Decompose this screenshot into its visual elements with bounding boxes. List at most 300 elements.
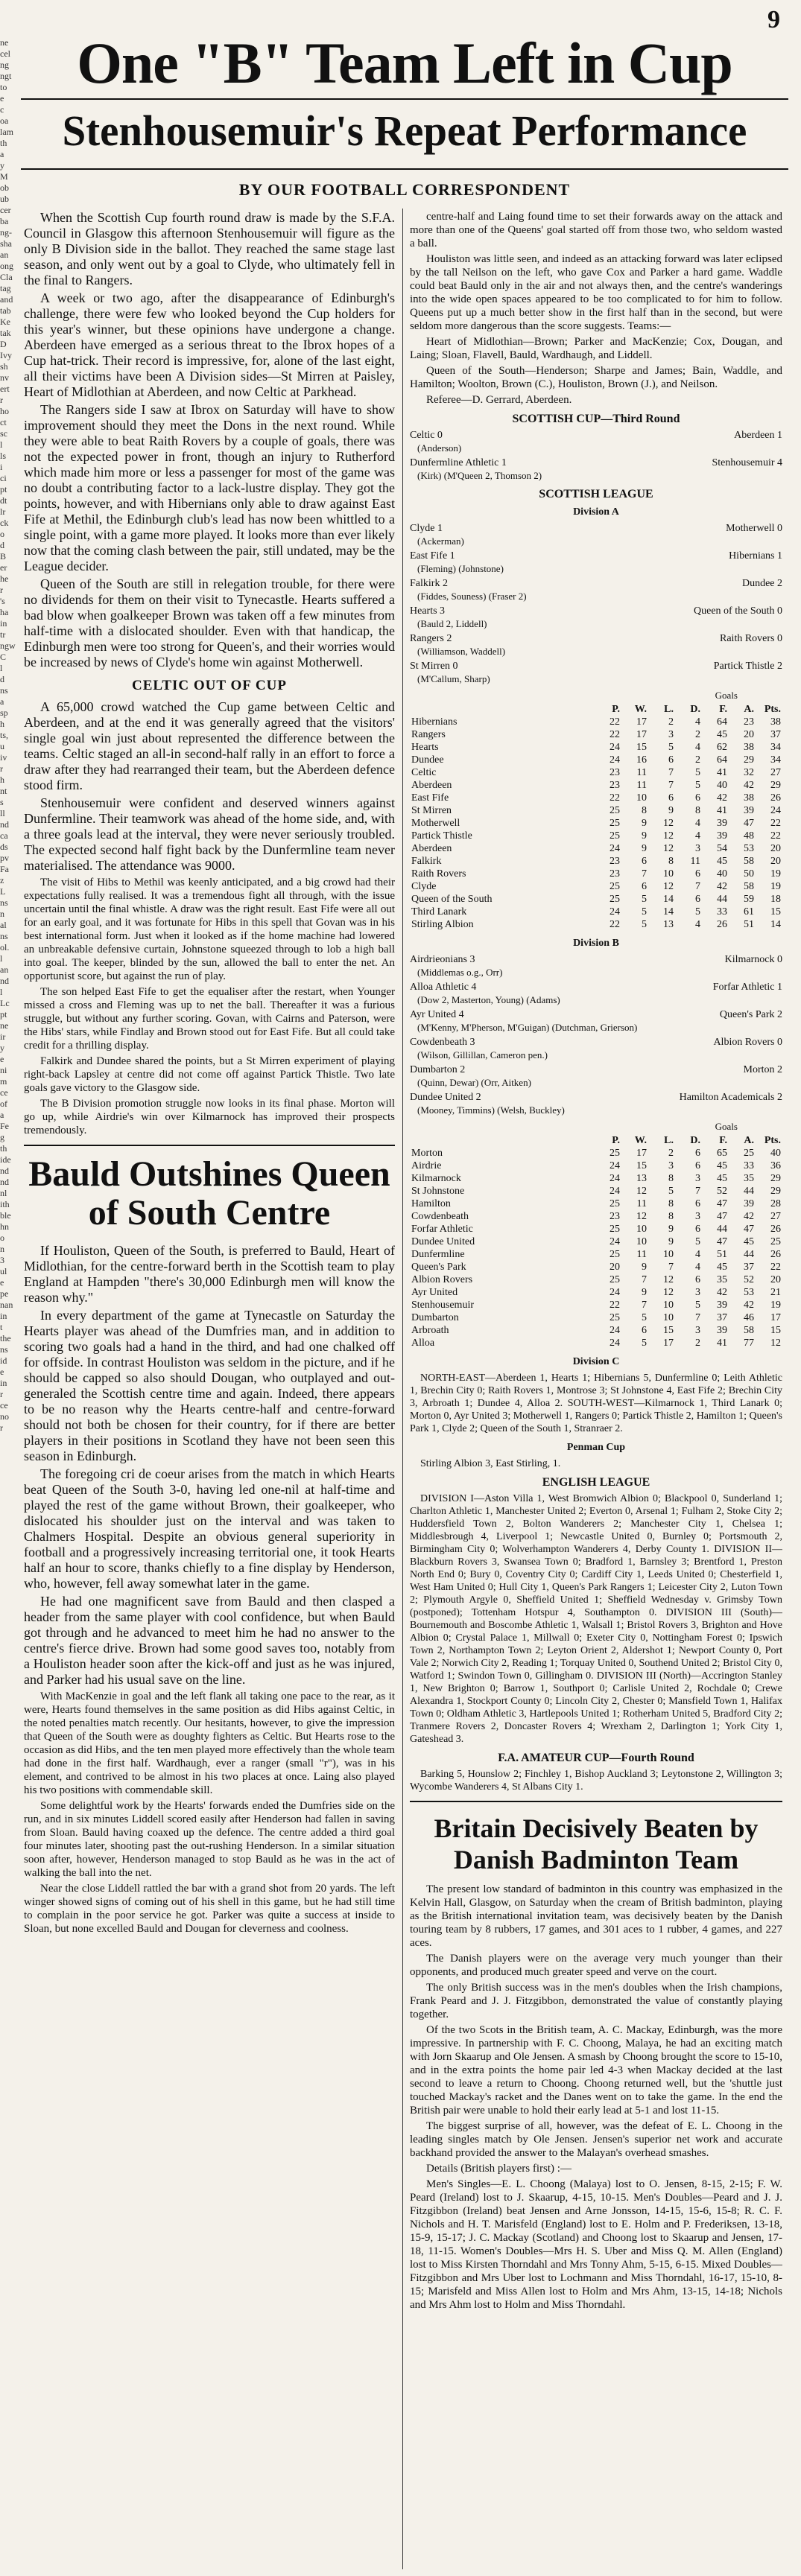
away-team: Stenhousemuir 4: [712, 457, 782, 468]
edge-fragment: dt: [0, 495, 7, 506]
subheadline-rule: [21, 168, 788, 170]
stat-cell: 10: [663, 1312, 674, 1323]
small-paragraph: The only British success was in the men's doubles when the Irish champions, Frank Peard and J. J. Fitzgibbon, demonstrated the value of constantly playing together.: [410, 1982, 782, 2020]
team-name: Alloa: [411, 1338, 435, 1349]
edge-fragment: nan: [0, 1300, 13, 1310]
stat-cell: 6: [668, 792, 674, 804]
team-name: Dundee: [411, 754, 444, 766]
stat-cell: 51: [744, 919, 754, 930]
goals-label: Goals: [715, 690, 738, 701]
column-header: W.: [634, 704, 647, 715]
stat-cell: 10: [663, 868, 674, 880]
table-row: [410, 1324, 782, 1337]
small-paragraph: Houliston was little seen, and indeed as an attacking forward was later eclipsed by the tall Neilson on the left, who gave Cox and Parker a hard game. Waddle could beat Bauld only in the air and not always then, and the centre's wanderings into the wide open spaces appeared to be too complicated to for him to follow. Queens put up a much better show in the first half than in the second, but were seldom more dangerous than the score suggests. Teams:—: [410, 253, 782, 332]
stat-cell: 39: [744, 1198, 754, 1209]
stat-cell: 3: [695, 843, 700, 854]
stat-cell: 3: [668, 729, 674, 740]
edge-fragment: sp: [0, 707, 8, 718]
edge-fragment: Cla: [0, 272, 13, 282]
edge-fragment: ir: [0, 1031, 6, 1042]
table-row: [410, 1198, 782, 1210]
stat-cell: 10: [663, 1249, 674, 1260]
team-name: Airdrie: [411, 1160, 442, 1171]
column-header: L.: [664, 1135, 674, 1146]
stat-cell: 9: [642, 1262, 647, 1273]
team-name: St Mirren: [411, 805, 452, 816]
table-row: [410, 754, 782, 766]
stat-cell: 34: [770, 742, 781, 753]
stat-cell: 5: [695, 767, 700, 778]
stat-cell: 45: [717, 1160, 727, 1171]
table-row: [410, 842, 782, 855]
stat-cell: 22: [610, 716, 620, 728]
edge-fragment: in: [0, 618, 7, 629]
small-paragraph: The Danish players were on the average very much younger than their opponents, and produced much greater speed and verve on the court.: [410, 1953, 782, 1978]
division-b-results: [410, 953, 782, 1116]
match-result: [410, 981, 782, 1006]
stat-cell: 25: [770, 1236, 781, 1247]
division-b-table: [410, 1134, 782, 1349]
continuation-paragraphs: [410, 210, 782, 407]
table-row: [410, 741, 782, 754]
english-league-results: DIVISION I—Aston Villa 1, West Bromwich Albion 0; Blackpool 0, Sunderland 1; Charlton Athletic 1, Manchester United 2; Everton 0, Arsenal 1; Fulham 2, Stoke City 2; Huddersfield Town 2, Bolton Wanderers 2; Manchester City 1, Chelsea 1; Middlesbrough 4, Liverpool 1; Newcastle United 0, Burnley 0; Portsmouth 2, Birmingham City 0; Wolverhampton Wanderers 4, Derby County 1. DIVISION II—Blackburn Rovers 3, Swansea Town 0; Bradford 1, Barnsley 3; Brentford 1, Preston North End 0; Bury 0, Coventry City 0; Cardiff City 1, Leeds United 0; Chesterfield 1, West Ham United 0; Hull City 1, Queen's Park Rangers 1; Leicester City 2, Luton Town 2; Plymouth Argyle 0, Sheffield United 1; Sheffield Wednesday v. Grimsby Town (postponed); Tottenham Hotspur 4, Southampton 0. DIVISION III (South)—Bournemouth and Boscombe Athletic 1, Walsall 1; Bristol Rovers 3, Brighton and Hove Albion 0; Crystal Palace 1, Millwall 0; Exeter City 0, Nottingham Forest 0; Ipswich Town 2, Northampton Town 2; Leyton Orient 2, Aldershot 1; Newport County 0, Port Vale 2; Norwich City 2, Reading 1; Torquay United 0, Southend United 2; Bristol City 0, Watford 1; Swindon Town 0, Gillingham 0. DIVISION III (North)—Accrington Stanley 1, New Brighton 0; Barrow 1, Southport 0; Carlisle United 2, Rochdale 0; Crewe Alexandra 1, Stockport County 0; Lincoln City 2, Chester 0; Mansfield Town 1, Halifax Town 0; Oldham Athletic 3, Hartlepools United 1; Rotherham United 5, Bradford City 2; Tranmere Rovers 2, Doncaster Rovers 4; Wrexham 2, Darlington 1; York City 1, Gateshead 3.: [410, 1493, 782, 1745]
stat-cell: 26: [770, 1249, 781, 1260]
stat-cell: 22: [770, 818, 781, 829]
table-row: [410, 1223, 782, 1235]
stat-cell: 54: [717, 843, 727, 854]
column-header: P.: [612, 1135, 620, 1146]
table-row: [410, 716, 782, 728]
stat-cell: 7: [642, 1300, 647, 1311]
edge-fragment: ce: [0, 1400, 8, 1411]
team-name: Dumbarton: [411, 1312, 459, 1323]
stat-cell: 6: [695, 894, 700, 905]
stat-cell: 5: [668, 1186, 674, 1197]
edge-fragment: nd: [0, 1177, 9, 1187]
team-name: Hamilton: [411, 1198, 451, 1209]
stat-cell: 35: [744, 1173, 754, 1184]
stat-cell: 17: [770, 1312, 781, 1323]
table-row: [410, 1147, 782, 1160]
team-name: Cowdenbeath: [411, 1211, 469, 1222]
stat-cell: 7: [695, 881, 700, 892]
team-name: Hearts: [411, 742, 439, 753]
byline: BY OUR FOOTBALL CORRESPONDENT: [238, 180, 571, 199]
team-name: Stenhousemuir: [411, 1300, 474, 1311]
stat-cell: 58: [744, 856, 754, 867]
edge-fragment: B: [0, 551, 7, 562]
stat-cell: 22: [770, 830, 781, 842]
scottish-cup-title: SCOTTISH CUP—Third Round: [512, 413, 680, 425]
edge-fragment: ith: [0, 1199, 10, 1209]
column-header: P.: [612, 704, 620, 715]
team-name: Dunfermline: [411, 1249, 465, 1260]
edge-fragment: cel: [0, 48, 10, 59]
stat-cell: 23: [610, 780, 620, 791]
scorers: (Middlemas o.g., Orr): [417, 967, 503, 978]
stat-cell: 6: [642, 881, 647, 892]
edge-fragment: ca: [0, 830, 8, 841]
stat-cell: 10: [636, 1236, 647, 1247]
match-result: [410, 1091, 782, 1116]
stat-cell: 39: [744, 805, 754, 816]
stat-cell: 5: [695, 1300, 700, 1311]
edge-fragment: 's: [0, 596, 5, 606]
edge-fragment: lr: [0, 506, 6, 517]
match-result: [410, 1063, 782, 1089]
team-name: Raith Rovers: [411, 868, 466, 880]
edge-fragment: al: [0, 920, 7, 930]
stat-cell: 12: [663, 1287, 674, 1298]
edge-fragment: ng: [0, 60, 9, 70]
stat-cell: 10: [636, 792, 647, 804]
stat-cell: 33: [744, 1160, 754, 1171]
column-header: L.: [664, 704, 674, 715]
edge-fragment: a: [0, 149, 4, 159]
stat-cell: 6: [668, 754, 674, 766]
scorers: (Williamson, Waddell): [417, 646, 506, 657]
edge-fragment: tag: [0, 283, 11, 293]
stat-cell: 7: [695, 1312, 700, 1323]
edge-fragment: ts,: [0, 730, 9, 740]
edge-fragment: o: [0, 529, 4, 539]
stat-cell: 62: [717, 742, 727, 753]
stat-cell: 17: [636, 1148, 647, 1159]
match-result: [410, 550, 782, 575]
match-result: [410, 429, 782, 454]
edge-fragment: ble: [0, 1210, 11, 1221]
table-row: [410, 1286, 782, 1299]
edge-fragment: C: [0, 652, 7, 662]
paragraph: He had one magnificent save from Bauld and then clasped a header from the same player with cool confidence, but when Bauld got through and he advanced to meet him he had no answer to the centre's fierce drive. Brown had some good saves too, notably from a Houliston header soon after the kick-off and just as he was injured, and Parker had his usual save on the line.: [24, 1594, 395, 1687]
stat-cell: 11: [636, 767, 647, 778]
small-paragraph: The visit of Hibs to Methil was keenly anticipated, and a big crowd had their expectations fully realised. It was a tremendous fight all through, with the issue uncertain until the final whistle. A draw was the right result. East Fife were all out for an early goal, and it was fortunate for Hibs in this spell that Govan was in his best international form. Just when it looked as if the home machine had lowered an unbreakable defensive curtain, Johnstone squeezed through to lob a high ball into goal. The keeper, blinded by the sun, allowed the ball to enter the net. An opportunist score, but against the run of play.: [24, 877, 395, 982]
stat-cell: 10: [636, 1224, 647, 1235]
edge-fragment: iv: [0, 752, 7, 763]
stat-cell: 42: [717, 881, 727, 892]
table-row: [410, 804, 782, 817]
edge-fragment: nd: [0, 1165, 9, 1176]
team-name: Rangers: [411, 729, 446, 740]
edge-fragment: y: [0, 1043, 4, 1053]
table-row: [410, 728, 782, 741]
column-header: D.: [690, 704, 700, 715]
edge-fragment: th: [0, 138, 7, 148]
stat-cell: 17: [636, 716, 647, 728]
table-header: [410, 703, 782, 716]
edge-fragment: th: [0, 1143, 7, 1154]
edge-fragment: L: [0, 886, 6, 897]
stat-cell: 47: [717, 1236, 727, 1247]
stat-cell: 47: [744, 1224, 754, 1235]
edge-fragment: nl: [0, 1188, 7, 1198]
stat-cell: 53: [744, 1287, 754, 1298]
stat-cell: 61: [744, 906, 754, 917]
edge-fragment: in: [0, 1311, 7, 1321]
stat-cell: 41: [717, 767, 727, 778]
stat-cell: 65: [717, 1148, 727, 1159]
stat-cell: 5: [668, 742, 674, 753]
division-a-title: Division A: [573, 506, 619, 518]
stat-cell: 6: [695, 792, 700, 804]
stat-cell: 9: [642, 843, 647, 854]
team-name: Dundee United: [411, 1236, 475, 1247]
team-name: Hibernians: [411, 716, 458, 728]
table-row: [410, 1235, 782, 1248]
team-name: Partick Thistle: [411, 830, 472, 842]
edge-fragment: ert: [0, 384, 10, 394]
article-paragraphs-2: [24, 699, 395, 874]
small-paragraph: Men's Singles—E. L. Choong (Malaya) lost to O. Jensen, 8-15, 2-15; F. W. Peard (Ireland) lost to J. Skaarup, 4-15, 10-15. Men's Doubles—Peard and J. J. Fitzgibbon (Ireland) beat Jensen and Arne Jonsson, 14-15, 15-6, 15-8; R. C. F. Nichols and H. T. Marisfeld (England) lost to E. Holm and P. Frederiksen, 13-18, 15-9, 15-17; J. C. Mackay (Scotland) and Choong lost to Skaarup and Jensen, 17-18, 11-15. Women's Doubles—Mrs H. S. Uber and Miss Q. M. Allen (England) lost to Miss Kirsten Thorndahl and Mrs Tonny Ahm, 5-15, 6-15. Mixed Doubles—Fitzgibbon and Mrs Uber lost to Lochmann and Miss Thorndahl, 16-17, 15-10, 8-15; Marisfeld and Miss Allen lost to Holm and Mrs Ahm, 13-15, 14-18; Nichols and Mrs Ahm lost to Holm and Miss Thorndahl.: [410, 2178, 782, 2311]
stat-cell: 64: [717, 754, 727, 766]
edge-fragment: Fe: [0, 1121, 9, 1131]
table-row: [410, 906, 782, 918]
column-header: W.: [634, 1135, 647, 1146]
stat-cell: 15: [636, 1160, 647, 1171]
away-team: Queen of the South 0: [694, 605, 782, 617]
stat-cell: 9: [642, 818, 647, 829]
stat-cell: 2: [695, 729, 700, 740]
edge-fragment: h: [0, 775, 4, 785]
fa-amateur-cup-title: F.A. AMATEUR CUP—Fourth Round: [498, 1752, 694, 1764]
adjacent-column-fragments: [0, 37, 16, 2576]
edge-fragment: ns: [0, 1344, 8, 1355]
small-paragraph: With MacKenzie in goal and the left flank all taking one pace to the rear, as it were, Hearts found themselves in the same position as did Hibs against Celtic, in the noted penalties match recently. Our hesitants, however, to give the impression that Queen of the South were as doughty fighters as Celtic. But Hearts rose to the occasion as did Hibs, and the ten men played more effectively than the whole team had done in the first half. Wardhaugh, ever a ranger (small "r"), was in his element, and contrived to be almost in his two places at once. Laing also played his two positions with commendable skill.: [24, 1691, 395, 1796]
stat-cell: 12: [663, 1274, 674, 1285]
small-paragraph: Referee—D. Gerrard, Aberdeen.: [426, 394, 572, 406]
stat-cell: 46: [744, 1312, 754, 1323]
scorers: (M'Callum, Sharp): [417, 673, 490, 684]
edge-fragment: ns: [0, 685, 8, 696]
scorers: (Anderson): [417, 442, 462, 454]
stat-cell: 24: [610, 1287, 620, 1298]
match-result: [410, 953, 782, 979]
scorers: (M'Kenny, M'Pherson, M'Guigan) (Dutchman, Grierson): [417, 1022, 638, 1033]
home-team: Falkirk 2: [410, 578, 448, 589]
edge-fragment: e: [0, 93, 4, 104]
stat-cell: 44: [717, 894, 727, 905]
edge-fragment: pe: [0, 1288, 9, 1299]
edge-fragment: ds: [0, 842, 8, 852]
paragraph: The Rangers side I saw at Ibrox on Saturday will have to show improvement should they meet the Dons in the next round. While they were able to beat Raith Rovers by a couple of goals, there was not the expected power in front, though an injury to Rutherford which made him more or less a passenger for most of the game was no doubt a contributing factor to a lack-lustre display. They got the points, however, and with Hibernians only able to draw against East Fife at Methil, the Edinburgh club's lead has now been whittled to a single point, with a game more played. It looks more than ever likely now that the coming clash between the pair, still undated, may be the League decider.: [24, 402, 395, 573]
stat-cell: 27: [770, 767, 781, 778]
stat-cell: 24: [610, 1173, 620, 1184]
stat-cell: 45: [717, 1173, 727, 1184]
stat-cell: 7: [642, 868, 647, 880]
column-divider: [402, 209, 403, 2569]
edge-fragment: id: [0, 1355, 7, 1366]
paragraph: When the Scottish Cup fourth round draw is made by the S.F.A. Council in Glasgow this afternoon Stenhousemuir will figure as the only B Division side in the ballot. They reached the same stage last season, and only went out by a goal to Clyde, who ultimately fell in the final to Rangers.: [24, 210, 395, 287]
stat-cell: 41: [717, 1338, 727, 1349]
stat-cell: 23: [610, 767, 620, 778]
away-team: Forfar Athletic 1: [712, 982, 782, 993]
edge-fragment: nt: [0, 786, 7, 796]
edge-fragment: tab: [0, 305, 11, 316]
division-b-title: Division B: [573, 938, 619, 949]
scorers: (Kirk) (M'Queen 2, Thomson 2): [417, 470, 542, 481]
scorers: (Dow 2, Masterton, Young) (Adams): [417, 994, 560, 1005]
stat-cell: 8: [668, 856, 674, 867]
stat-cell: 29: [744, 754, 754, 766]
english-league-title: ENGLISH LEAGUE: [542, 1476, 650, 1489]
stat-cell: 2: [668, 1148, 674, 1159]
edge-fragment: y: [0, 160, 4, 171]
stat-cell: 24: [610, 742, 620, 753]
stat-cell: 27: [770, 1211, 781, 1222]
edge-fragment: tak: [0, 328, 11, 338]
badminton-headline: Britain Decisively Beaten by Danish Badminton Team: [434, 1813, 759, 1874]
right-column: [410, 210, 782, 2571]
bauld-paragraphs: [24, 1243, 395, 1688]
stat-cell: 12: [663, 843, 674, 854]
table-row: [410, 766, 782, 779]
stat-cell: 25: [610, 881, 620, 892]
scorers: (Wilson, Gillillan, Cameron pen.): [417, 1049, 548, 1060]
edge-fragment: ll: [0, 808, 5, 818]
scorers: (Ackerman): [417, 535, 464, 547]
stat-cell: 36: [770, 1160, 781, 1171]
scorers: (Fiddes, Souness) (Fraser 2): [417, 591, 527, 602]
team-name: Clyde: [411, 881, 437, 892]
edge-fragment: pt: [0, 484, 7, 494]
small-paragraph: centre-half and Laing found time to set their forwards away on the attack and more than one of the Queens' goal started off from those two, who seldom wasted a ball.: [410, 211, 782, 249]
home-team: Clyde 1: [410, 523, 443, 534]
stat-cell: 19: [770, 881, 781, 892]
edge-fragment: pv: [0, 853, 9, 863]
stat-cell: 48: [744, 830, 754, 842]
stat-cell: 47: [717, 1198, 727, 1209]
table-row: [410, 779, 782, 792]
edge-fragment: Lc: [0, 998, 10, 1008]
team-name: Aberdeen: [411, 843, 452, 854]
edge-fragment: tr: [0, 629, 6, 640]
stat-cell: 4: [695, 818, 700, 829]
paragraph: The foregoing cri de coeur arises from the match in which Hearts beat Queen of the South 3-0, having led one-nil at half-time and played the rest of the game without Brown, their goalkeeper, who dislocated his shoulder just on the interval and was taken to Chalmers Hospital. Despite an obvious general superiority in football and a progressively increasing territorial one, it took Hearts half an hour to score, thanks chiefly to a fine display by Henderson, who, however, fell away somewhat later in the game.: [24, 1466, 395, 1591]
stat-cell: 12: [770, 1338, 781, 1349]
edge-fragment: a: [0, 1110, 4, 1120]
edge-fragment: e: [0, 1054, 4, 1064]
stat-cell: 25: [610, 818, 620, 829]
stat-cell: 24: [610, 1160, 620, 1171]
stat-cell: 59: [744, 894, 754, 905]
team-name: Albion Rovers: [411, 1274, 473, 1285]
team-name: Third Lanark: [411, 906, 467, 917]
match-result: [410, 577, 782, 602]
table-row: [410, 1311, 782, 1324]
table-row: [410, 855, 782, 868]
column-header: A.: [744, 1135, 754, 1146]
edge-fragment: r: [0, 395, 3, 405]
table-row: [410, 893, 782, 906]
away-team: Hamilton Academicals 2: [679, 1092, 782, 1103]
edge-fragment: Ivy: [0, 350, 12, 360]
table-row: [410, 1248, 782, 1261]
stat-cell: 58: [744, 881, 754, 892]
edge-fragment: ngt: [0, 71, 12, 81]
edge-fragment: oa: [0, 115, 9, 126]
home-team: Alloa Athletic 4: [410, 982, 477, 993]
away-team: Kilmarnock 0: [724, 954, 782, 965]
stat-cell: 25: [610, 1148, 620, 1159]
match-result: [410, 1036, 782, 1061]
stat-cell: 45: [717, 729, 727, 740]
stat-cell: 25: [744, 1148, 754, 1159]
stat-cell: 39: [717, 1325, 727, 1336]
stat-cell: 16: [636, 754, 647, 766]
stat-cell: 25: [610, 1312, 620, 1323]
table-row: [410, 830, 782, 842]
stat-cell: 24: [610, 1236, 620, 1247]
scorers: (Quinn, Dewar) (Orr, Aitken): [417, 1077, 531, 1088]
stat-cell: 19: [770, 868, 781, 880]
table-header: [410, 1134, 782, 1147]
stat-cell: 37: [770, 729, 781, 740]
table-row: [410, 1337, 782, 1349]
stat-cell: 23: [744, 716, 754, 728]
stat-cell: 51: [717, 1249, 727, 1260]
stat-cell: 45: [744, 1236, 754, 1247]
edge-fragment: z: [0, 875, 4, 885]
stat-cell: 42: [744, 1211, 754, 1222]
edge-fragment: sha: [0, 238, 12, 249]
stat-cell: 53: [744, 843, 754, 854]
scottish-cup-results: [410, 429, 782, 482]
table-row: [410, 1273, 782, 1286]
stat-cell: 7: [668, 767, 674, 778]
table-row: [410, 868, 782, 880]
edge-fragment: ci: [0, 473, 7, 483]
stat-cell: 25: [610, 1224, 620, 1235]
stat-cell: 5: [695, 1236, 700, 1247]
stat-cell: 4: [695, 919, 700, 930]
stat-cell: 25: [610, 894, 620, 905]
stat-cell: 7: [668, 1262, 674, 1273]
stat-cell: 28: [770, 1198, 781, 1209]
edge-fragment: an: [0, 249, 9, 260]
edge-fragment: d: [0, 674, 4, 684]
stat-cell: 14: [663, 906, 674, 917]
stat-cell: 9: [668, 1236, 674, 1247]
edge-fragment: ul: [0, 1266, 7, 1276]
stat-cell: 7: [695, 1186, 700, 1197]
stat-cell: 52: [717, 1186, 727, 1197]
edge-fragment: nd: [0, 976, 9, 986]
edge-fragment: ide: [0, 1154, 11, 1165]
stat-cell: 18: [770, 894, 781, 905]
edge-fragment: n: [0, 1244, 4, 1254]
paragraph: Stenhousemuir were confident and deserved winners against Dunfermline. Their teamwork was ahead of the home side, and, with a three goals lead at the interval, they were never seriously troubled. The expected second half fight back by the Dunfermline team never materialised. The attendance was 9000.: [24, 795, 395, 873]
stat-cell: 42: [717, 1287, 727, 1298]
stat-cell: 8: [642, 805, 647, 816]
scorers: (Mooney, Timmins) (Welsh, Buckley): [417, 1104, 565, 1116]
stat-cell: 6: [695, 1224, 700, 1235]
column-header: [410, 703, 595, 716]
edge-fragment: ol.: [0, 942, 10, 953]
stat-cell: 11: [636, 780, 647, 791]
match-result: [410, 660, 782, 685]
stat-cell: 3: [668, 1160, 674, 1171]
edge-fragment: sh: [0, 361, 8, 372]
edge-fragment: m: [0, 1076, 7, 1087]
table-row: [410, 1160, 782, 1172]
stat-cell: 22: [770, 1262, 781, 1273]
edge-fragment: er: [0, 562, 7, 573]
match-result: [410, 457, 782, 482]
stat-cell: 9: [642, 1287, 647, 1298]
left-column: [24, 210, 395, 2571]
stat-cell: 38: [770, 716, 781, 728]
stat-cell: 29: [770, 780, 781, 791]
